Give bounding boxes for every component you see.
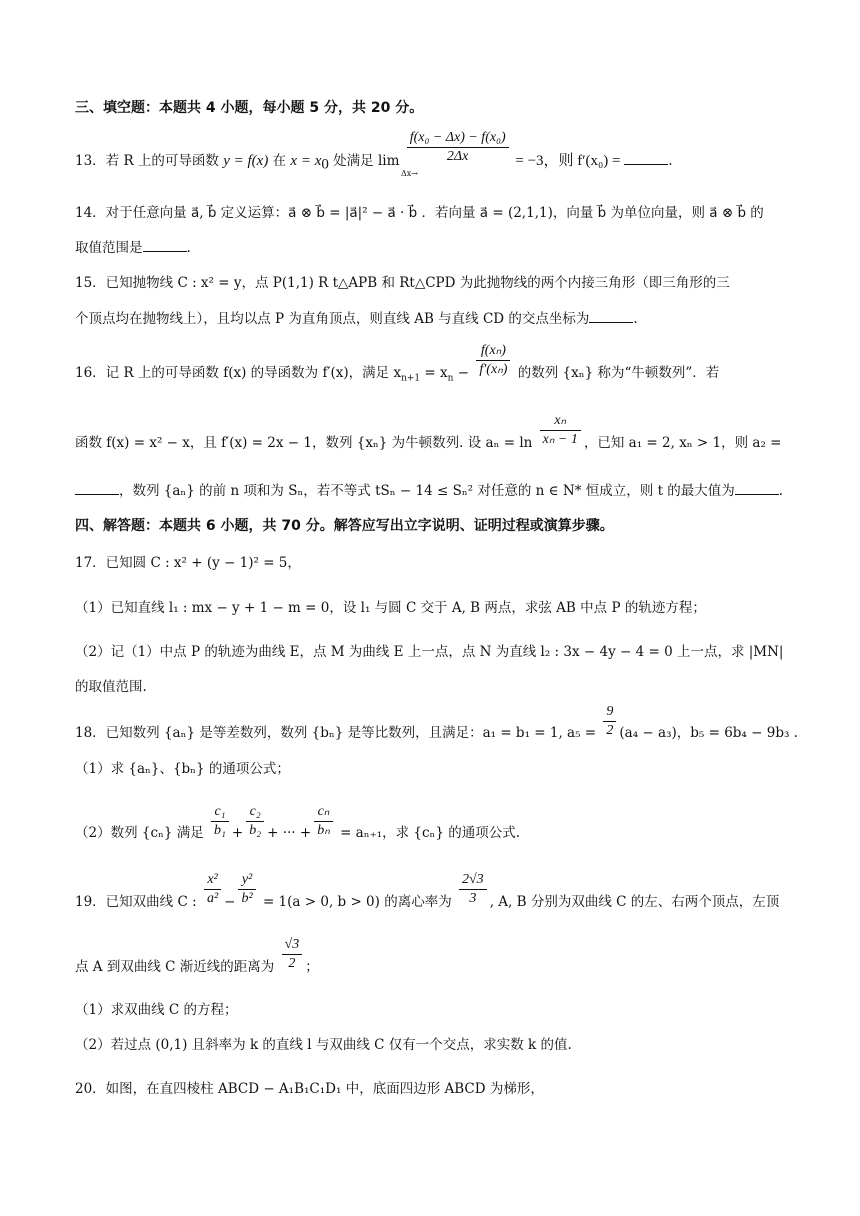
question-16-line-1: 16．记 R 上的可导函数 f(x) 的导函数为 f′(x)，满足 $x_{n+1} = x_n$ − $\frac{\text{f(xₙ)}}{\text{f′(xₙ)}}$ 的数列 {xₙ} 称为“牛顿数列”．若 xyxy=(75,343,720,384)
question-19-line-2 xyxy=(75,937,800,985)
question-16-line-3 xyxy=(75,481,800,501)
q16-text-1: 16．记 R 上的可导函数 f(x) 的导函数为 f′(x)，满足 x xyxy=(75,365,402,381)
q19-x-num: x² xyxy=(204,872,221,890)
q16-text-1c: − xyxy=(453,365,474,381)
question-14-line-1: 14．对于任意向量 a⃗, b⃗ 定义运算：a⃗ ⊗ b⃗ = |a⃗|² − a⃗ · b⃗ ．若向量 a⃗ = (2,1,1)，向量 b⃗ 为单位向量，则 a⃗ ⊗ b⃗ 的 xyxy=(75,205,764,221)
q18-text-1b: (a₄ − a₃)，b₅ = 6b₄ − 9b₃ . xyxy=(619,725,798,741)
question-15-line-1: 15．已知抛物线 C : x² = y，点 P(1,1) R t△APB 和 Rt△CPD 为此抛物线的两个内接三角形（即三角形的三 xyxy=(75,275,730,291)
question-19-part-2: （2）若过点 (0,1) 且斜率为 k 的直线 l 与双曲线 C 仅有一个交点，求实数 k 的值. xyxy=(75,1037,572,1053)
q18-c1-fraction xyxy=(211,804,229,839)
q13-text-2: 在 xyxy=(268,153,291,169)
q18-cn-fraction xyxy=(314,804,333,839)
question-17-part-2-cont: 的取值范围. xyxy=(75,679,147,695)
question-18-line-1 xyxy=(75,704,800,748)
q13-limit-subscript: Δx→ xyxy=(401,169,418,178)
q15-answer-blank xyxy=(589,310,633,323)
question-17-part-1: （1）已知直线 l₁ : mx − y + 1 − m = 0，设 l₁ 与圆 C 交于 A, B 两点，求弦 AB 中点 P 的轨迹方程； xyxy=(75,600,706,616)
q16-end: . xyxy=(778,483,784,499)
question-19-line-1: 19．已知双曲线 C : $\frac{\text{x²}}{\text{a²}}$ − $\frac{\text{y²}}{\text{b²}}$ = 1(a > 0, b > 0) 的离心率为 $\frac{2√3}{3}$ , A, B 分别为双曲线 C 的左、右两个顶点，左顶 xyxy=(75,872,780,910)
q18-c2-num: c₂ xyxy=(246,804,264,822)
q18-cn-den: bₙ xyxy=(317,823,330,838)
q16-numerator: f(xₙ) xyxy=(476,343,510,361)
q16-answer-blank-1 xyxy=(75,482,119,495)
q18-c1-den: b₁ xyxy=(214,823,226,838)
q15-end: . xyxy=(633,311,638,327)
q19-text-1: 19．已知双曲线 C : xyxy=(75,894,201,910)
q18-text-1: 18．已知数列 {aₙ} 是等差数列，数列 {bₙ} 是等比数列，且满足：a₁ = b₁ = 1, a₅ = xyxy=(75,725,601,741)
q18-denominator: 2 xyxy=(606,723,614,738)
q19-d-num: √3 xyxy=(282,937,303,955)
q14-answer-blank xyxy=(143,239,187,252)
q19-d-den: 2 xyxy=(288,956,296,971)
q18-text-3: （2）数列 {cₙ} 满足 xyxy=(75,825,209,841)
q16-text-3: ，数列 {aₙ} 的前 n 项和为 Sₙ，若不等式 tSₙ − 14 ≤ Sₙ² 对任意的 n ∈ N* 恒成立，则 t 的最大值为 xyxy=(119,483,735,499)
q19-e-num: 2√3 xyxy=(459,872,487,890)
question-18-part-2: （2）数列 {cₙ} 满足 $\frac{\text{c₁}}{\text{b₁}}$ + $\frac{\text{c₂}}{\text{b₂}}$ + ··· + $\frac{\text{cₙ}}{\text{bₙ}}$ = aₙ₊₁，求 {cₙ} 的通项公式. xyxy=(75,804,521,841)
q13-denominator: 2Δx xyxy=(446,149,469,164)
question-17-line-1: 17．已知圆 C : x² + (y − 1)² = 5， xyxy=(75,555,301,571)
q18-c2-den: b₂ xyxy=(249,823,262,838)
q13-fraction xyxy=(407,130,509,165)
q18-c2-fraction xyxy=(246,804,264,839)
section-4-heading: 四、解答题：本题共 6 小题，共 70 分。解答应写出立字说明、证明过程或演算步骤。 xyxy=(75,518,614,534)
question-13: 13．若 R 上的可导函数 y = f(x) 在 $x = x_0$ 处满足 lim $\frac{\text{f(x₀ − Δx) − f(x₀)}}{2\Delta x}$ = −3，则 f′(x₀) = . Δx→ xyxy=(75,132,800,176)
q13-text-3: 处满足 lim xyxy=(328,153,400,169)
q16-newton-fraction xyxy=(476,343,510,378)
q19-eccentricity-fraction xyxy=(459,872,487,907)
q13-function: y = f(x) xyxy=(223,153,269,169)
q13-text-1: 13．若 R 上的可导函数 xyxy=(75,153,224,169)
q19-e-den: 3 xyxy=(469,891,477,906)
q13-text-4: = −3，则 f′(x₀) = xyxy=(511,153,625,169)
q16-text-2b: ，已知 a₁ = 2, xₙ > 1，则 a₂ = xyxy=(583,435,782,451)
q19-text-2b: ； xyxy=(305,959,319,975)
question-14-line-2 xyxy=(75,238,800,258)
q16-text-2: 函数 f(x) = x² − x，且 f′(x) = 2x − 1，数列 {xₙ} 为牛顿数列. 设 aₙ = ln xyxy=(75,435,537,451)
q19-y-den: b² xyxy=(241,891,253,906)
q14-end: . xyxy=(186,240,191,256)
q16-denominator: f′(xₙ) xyxy=(479,362,508,377)
q16-answer-blank-2 xyxy=(735,482,779,495)
q18-text-3b: = aₙ₊₁，求 {cₙ} 的通项公式. xyxy=(335,825,521,841)
q13-answer-blank xyxy=(624,152,668,165)
q15-text: 个顶点均在抛物线上），且均以点 P 为直角顶点，则直线 AB 与直线 CD 的交点坐标为 xyxy=(75,311,590,327)
q16-log-fraction xyxy=(540,413,581,448)
q19-y-fraction xyxy=(238,872,255,907)
question-16-line-2 xyxy=(75,413,800,461)
q19-x-den: a² xyxy=(206,891,219,906)
question-19-part-1: （1）求双曲线 C 的方程； xyxy=(75,1002,238,1018)
question-17-part-2: （2）记（1）中点 P 的轨迹为曲线 E，点 M 为曲线 E 上一点，点 N 为直线 l₂ : 3x − 4y − 4 = 0 上一点，求 |MN| xyxy=(75,644,784,660)
q18-numerator: 9 xyxy=(603,704,616,722)
question-20-line-1: 20．如图，在直四棱柱 ABCD − A₁B₁C₁D₁ 中，底面四边形 ABCD 为梯形， xyxy=(75,1081,544,1097)
q13-end: . xyxy=(668,153,673,169)
q16-text-1b: = x xyxy=(420,365,448,381)
q16-log-denominator: xₙ − 1 xyxy=(542,432,578,447)
question-15-line-2 xyxy=(75,309,800,329)
q13-numerator: f(x₀ − Δx) − f(x₀) xyxy=(407,130,509,148)
q16-log-numerator: xₙ xyxy=(540,413,581,431)
q19-distance-fraction xyxy=(282,937,303,972)
q18-fraction xyxy=(603,704,616,739)
q16-text-1d: 的数列 {xₙ} 称为“牛顿数列”．若 xyxy=(513,365,720,381)
question-18-part-1: （1）求 {aₙ}、{bₙ} 的通项公式； xyxy=(75,761,290,777)
q13-point: x = x xyxy=(290,153,322,169)
q19-text-1b: = 1(a > 0, b > 0) 的离心率为 xyxy=(258,894,456,910)
q19-text-2: 点 A 到双曲线 C 渐近线的距离为 xyxy=(75,959,279,975)
q19-x-fraction xyxy=(204,872,221,907)
q19-text-1c: , A, B 分别为双曲线 C 的左、右两个顶点，左顶 xyxy=(489,894,780,910)
section-3-heading: 三、填空题：本题共 4 小题，每小题 5 分，共 20 分。 xyxy=(75,100,424,116)
q14-text: 取值范围是 xyxy=(75,240,143,256)
q18-cn-num: cₙ xyxy=(314,804,333,822)
q19-y-num: y² xyxy=(238,872,255,890)
q18-c1-num: c₁ xyxy=(211,804,229,822)
